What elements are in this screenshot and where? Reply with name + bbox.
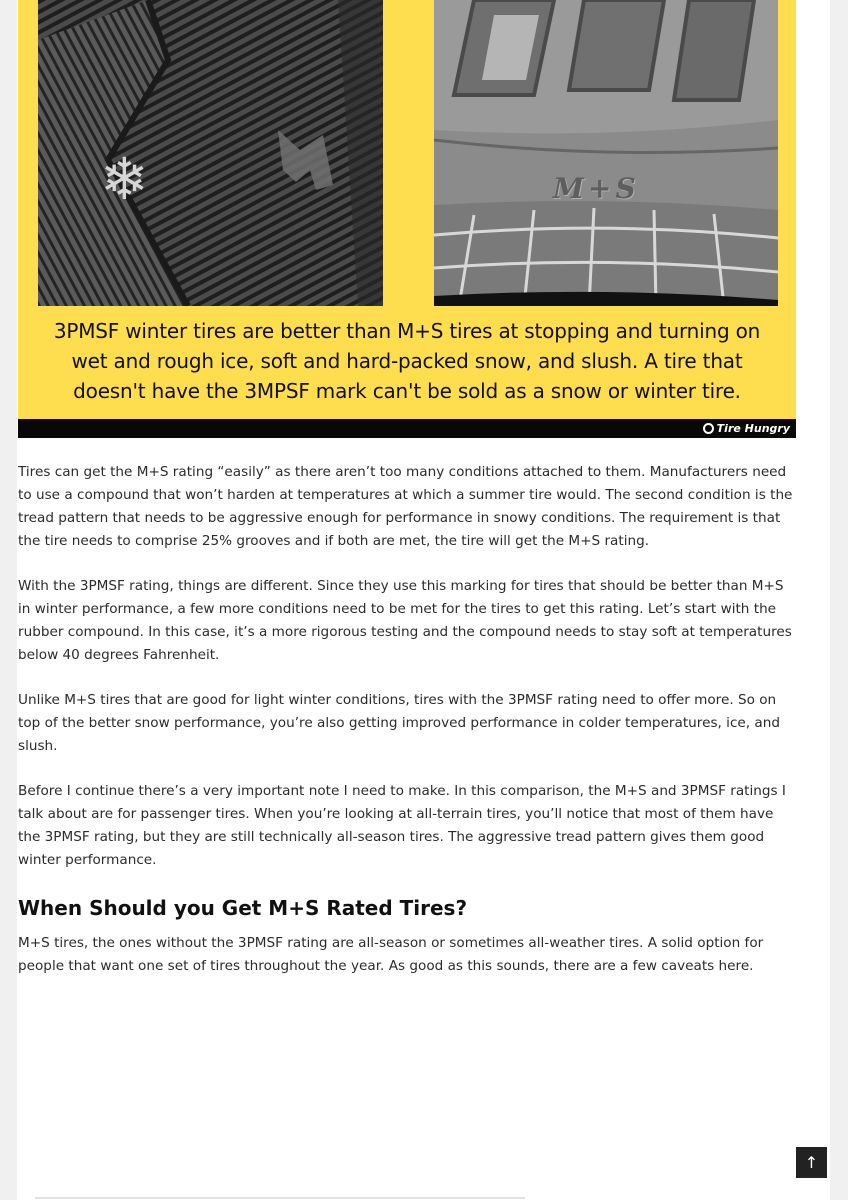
ms-sidewall-marking: M+S <box>553 172 640 205</box>
section-heading: When Should you Get M+S Rated Tires? <box>18 896 468 920</box>
article-paragraph: Before I continue there’s a very important note I need to make. In this comparison, the M+S and 3PMSF ratings I talk about are for passenger tires. When you’re looking at all-terrain tires, you’ll notice that most of them have the 3PMSF rating, but they are still technically all-season tires. The aggressive tread pattern gives them good winter performance. <box>18 783 786 868</box>
snowflake-icon: ❄ <box>100 145 149 213</box>
arrow-up-icon: ↑ <box>804 1153 819 1172</box>
caption-footer-bar <box>18 419 796 438</box>
article-paragraph: Tires can get the M+S rating “easily” as there aren’t too many conditions attached to them. Manufacturers need to use a compound that won’t harden at temperatures at which a summer tire would. The second condition is the tread pattern that needs to be aggressive enough for performance in snowy conditions. The requirement is that the tire needs to comprise 25% grooves and if both are met, the tire will get the M+S rating. <box>18 464 793 549</box>
brand-logo-text: Tire Hungry <box>716 422 790 435</box>
tire-sidewall-photo-ms <box>434 0 778 306</box>
hero-image <box>18 0 796 438</box>
tire-tread-photo-3pmsf <box>38 0 383 306</box>
brand-logo <box>703 420 790 437</box>
caption-line: doesn't have the 3MPSF mark can't be sold as a snow or winter tire. <box>73 379 741 403</box>
article-body <box>18 461 796 1000</box>
back-to-top-button[interactable] <box>796 1147 827 1178</box>
tire-ring-icon <box>703 423 714 434</box>
article-paragraph: M+S tires, the ones without the 3PMSF rating are all-season or sometimes all-weather tires. A solid option for people that want one set of tires throughout the year. As good as this sounds, there are a few caveats here. <box>18 935 764 974</box>
hero-caption <box>18 316 796 406</box>
caption-line: 3PMSF winter tires are better than M+S tires at stopping and turning on <box>53 319 761 343</box>
article-paragraph: With the 3PMSF rating, things are different. Since they use this marking for tires that should be better than M+S in winter performance, a few more conditions need to be met for the tires to get this rating. Let’s start with the rubber compound. In this case, it’s a more rigorous testing and the compound needs to stay soft at temperatures below 40 degrees Fahrenheit. <box>18 578 792 663</box>
article-paragraph: Unlike M+S tires that are good for light winter conditions, tires with the 3PMSF rating need to offer more. So on top of the better snow performance, you’re also getting improved performance in colder temperatures, ice, and slush. <box>18 692 780 754</box>
caption-line: wet and rough ice, soft and hard-packed snow, and slush. A tire that <box>71 349 743 373</box>
divider <box>35 1197 525 1199</box>
